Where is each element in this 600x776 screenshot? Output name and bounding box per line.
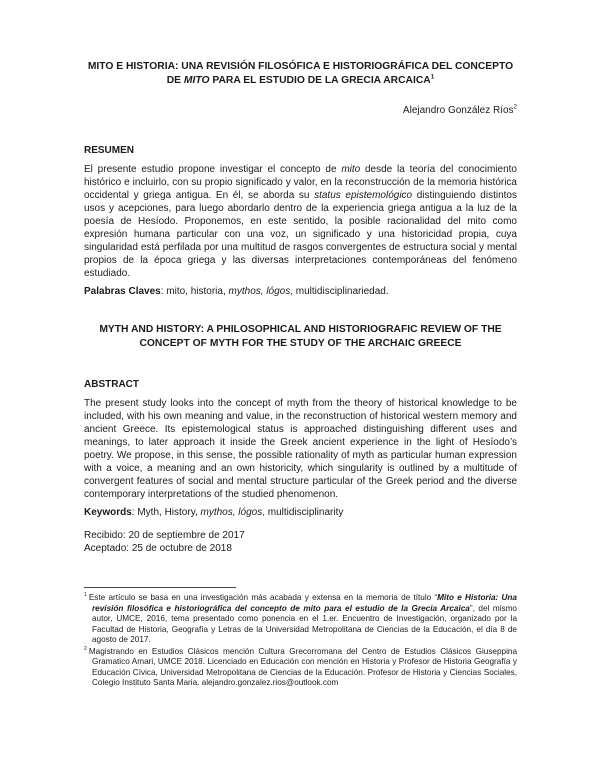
resumen-heading: RESUMEN [84, 145, 135, 156]
paper-title-es: MITO E HISTORIA: UNA REVISIÓN FILOSÓFICA E HISTORIOGRÁFICA DEL CONCEPTO DE MITO PARA EL ESTUDIO DE LA GRECIA ARCAICA$^1$ [87, 61, 514, 86]
abstract-paragraph: The present study looks into the concept of myth from the theory of historical knowledge to be included, with his own meaning and value, in the reconstruction of historical western memory and ancient Greece. Its epistemological status is approached distinguishing different uses and meanings, to later approach it inside the Greek ancient experience in the light of Hesíodo’s poetry. We propose, in this sense, the possible rationality of myth as particular human expression with a voice, a meaning and an own historicity, which singularity is outlined by a multitude of convergent features of social and mental structure particular of the Greek period and the diverse contemporary interpretations of the studied phenomenon. [84, 398, 517, 500]
dates-block [84, 529, 517, 555]
footnote-1-marker: 1 [84, 592, 87, 599]
footnote-1-text: Este artículo se basa en una investigación más acabada y extensa en la memoria de título “Mito e Historia: Una revisión filosófica e historiográfica del concepto de mito para el estudio de la Grecia Arcaica”, del mismo autor, UMCE, 2016, tema presentado como ponencia en el 1.er. Encuentro de Investigación, organizado por la Facultad de Historia, Geografía y Letras de la Universidad Metropolitana de Ciencias de la Educación, el día 8 de agosto de 2017. [88, 593, 517, 644]
author-line: Alejandro González Ríos$^2$ [402, 103, 517, 116]
palabras-claves-line: Palabras Claves: mito, historia, mythos, lógos, multidisciplinariedad. [84, 286, 389, 297]
footnote-2-text: Magistrando en Estudios Clásicos mención Cultura Grecorromana del Centro de Estudios Clásicos Giuseppina Gramatico Amari, UMCE 2018. Licenciado en Educación con mención en Historia y Profesor de Historia Geografía y Educación Cívica, Universidad Metropolitana de Ciencias de la Educación. Profesor de Historia y Ciencias Sociales, Colegio Instituto Santa Maria. alejandro.gonzalez.rios@outlook.com [88, 646, 517, 687]
accepted-date: Aceptado: 25 de octubre de 2018 [84, 543, 232, 554]
resumen-paragraph: El presente estudio propone investigar el concepto de mito desde la teoría del conocimiento histórico e incluirlo, con su propio significado y valor, en la reconstrucción de la memoria histórica occidental y griega antigua. En él, se aborda su status epistemológico distinguiendo distintos usos y acepciones, para luego abordarlo dentro de la experiencia griega antigua a la luz de la poesía de Hesíodo. Proponemos, en este sentido, la posible racionalidad del mito como expresión humana particular con una voz, un significado y una historicidad propia, cuya singularidad está perfilada por una multitud de rasgos convergentes de estructura social y mental propios de la época griega y las diversas interpretaciones contemporáneas del fenómeno estudiado. [84, 164, 517, 279]
keywords-line: Keywords: Myth, History, mythos, lógos, multidisciplinarity [84, 507, 344, 518]
abstract-heading: ABSTRACT [84, 379, 139, 390]
footnote-1 [84, 593, 517, 646]
footnote-separator-rule [84, 587, 236, 588]
footnote-2 [84, 647, 517, 689]
footnote-2-marker: 2 [84, 645, 87, 652]
received-date: Recibido: 20 de septiembre de 2017 [84, 530, 245, 541]
paper-title-en: MYTH AND HISTORY: A PHILOSOPHICAL AND HISTORIOGRAFIC REVIEW OF THE CONCEPT OF MYTH FOR THE STUDY OF THE ARCHAIC GREECE [99, 324, 502, 349]
